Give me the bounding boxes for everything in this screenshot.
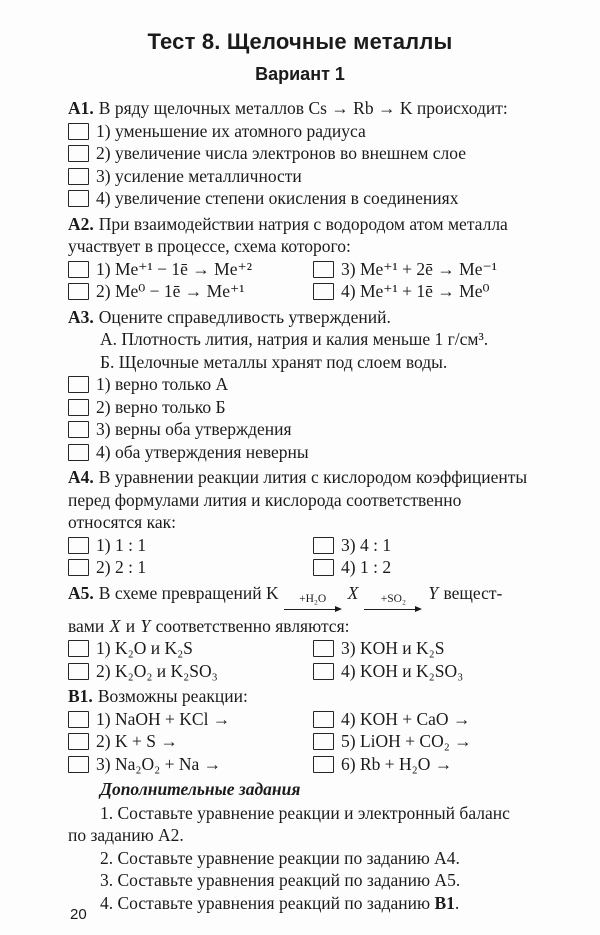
answer-checkbox[interactable]	[313, 711, 334, 728]
additional-task-text: 4. Составьте уравнения реакций по заданию	[100, 892, 435, 913]
answer-option	[313, 660, 532, 683]
answer-option	[313, 258, 532, 281]
answer-checkbox[interactable]	[68, 640, 89, 657]
answer-option	[68, 441, 532, 464]
option-label: 2) 2 : 1	[96, 557, 147, 577]
question-stem	[68, 466, 532, 534]
answer-option	[68, 556, 313, 579]
option-label: 1) Me⁺¹ − 1ē → Me⁺²	[96, 258, 252, 279]
arrow-reagent-label: +SO₂	[380, 592, 406, 605]
answer-option	[68, 187, 532, 210]
additional-task-ref: В1	[434, 892, 455, 913]
substance-x: X	[109, 615, 121, 636]
answer-checkbox[interactable]	[68, 145, 89, 162]
options-grid	[68, 534, 532, 579]
question-a5	[68, 582, 532, 683]
additional-tasks	[68, 778, 532, 914]
question-text: В схеме превращений K	[98, 582, 279, 603]
answer-checkbox[interactable]	[68, 190, 89, 207]
additional-task: 2. Составьте уравнение реакции по заданию А4.	[100, 847, 460, 868]
answer-option	[313, 637, 532, 660]
question-text: веществами	[68, 582, 503, 636]
answer-checkbox[interactable]	[313, 283, 334, 300]
answer-option	[68, 534, 313, 557]
answer-checkbox[interactable]	[313, 733, 334, 750]
option-label: 5) LiOH + CO₂ →	[341, 731, 472, 751]
answer-option	[68, 418, 532, 441]
question-label: В1.	[68, 686, 93, 706]
answer-checkbox[interactable]	[68, 444, 89, 461]
option-label: 2) K + S →	[96, 731, 178, 751]
answer-option	[68, 258, 313, 281]
option-label: 4) Me⁺¹ + 1ē → Me⁰	[341, 281, 490, 301]
question-stem	[68, 213, 532, 258]
answer-option	[68, 708, 313, 731]
answer-option	[313, 730, 532, 753]
question-a4	[68, 466, 532, 579]
question-text: Возможны реакции:	[97, 686, 248, 706]
answer-checkbox[interactable]	[68, 421, 89, 438]
additional-task: 1. Составьте уравнение реакции и электронный баланс по заданию А2.	[68, 802, 510, 845]
option-label: 3) Me⁺¹ + 2ē → Me⁻¹	[341, 258, 497, 279]
question-stem	[68, 97, 532, 120]
answer-checkbox[interactable]	[68, 756, 89, 773]
answer-checkbox[interactable]	[313, 537, 334, 554]
page-title: Тест 8. Щелочные металлы	[147, 29, 453, 54]
answer-checkbox[interactable]	[68, 399, 89, 416]
answer-checkbox[interactable]	[68, 559, 89, 576]
question-a1	[68, 97, 532, 210]
option-label: 1) уменьшение их атомного радиуса	[96, 120, 366, 141]
additional-task	[68, 892, 532, 915]
option-label: 4) 1 : 2	[341, 557, 392, 577]
question-label: А3.	[68, 306, 94, 327]
options-grid	[68, 258, 532, 303]
question-a2	[68, 213, 532, 303]
question-text: соответственно являются:	[151, 615, 350, 636]
answer-checkbox[interactable]	[68, 123, 89, 140]
answer-option	[313, 556, 532, 579]
answer-option	[313, 708, 532, 731]
question-text: В ряду щелочных металлов Cs → Rb → K происходит:	[98, 98, 508, 118]
question-text: В уравнении реакции лития с кислородом коэффициенты перед формулами лития и кислорода соответственно относятся как:	[68, 467, 528, 532]
question-text: При взаимодействии натрия с водородом атом металла участвует в процессе, схема которого:	[68, 213, 508, 256]
question-label: А5.	[68, 582, 94, 603]
answer-option	[68, 637, 313, 660]
answer-checkbox[interactable]	[313, 663, 334, 680]
option-label: 1) 1 : 1	[96, 534, 147, 555]
question-stem	[68, 306, 532, 329]
answer-checkbox[interactable]	[313, 261, 334, 278]
substance-y: Y	[140, 615, 151, 636]
answer-option	[68, 730, 313, 753]
option-label: 2) увеличение числа электронов во внешнем слое	[96, 143, 467, 163]
answer-checkbox[interactable]	[68, 733, 89, 750]
answer-option	[68, 165, 532, 188]
answer-option	[68, 373, 532, 396]
answer-option	[68, 660, 313, 683]
arrow-reagent-label: +H₂O	[299, 592, 327, 605]
option-label: 4) увеличение степени окисления в соединениях	[96, 188, 459, 208]
question-label: А2.	[68, 213, 94, 234]
option-label: 3) 4 : 1	[341, 534, 392, 555]
additional-task-text: .	[454, 892, 460, 913]
answer-checkbox[interactable]	[68, 376, 89, 393]
substance-x: X	[347, 582, 359, 603]
option-label: 6) Rb + H₂O →	[341, 753, 453, 774]
answer-option	[313, 280, 532, 303]
option-label: 1) NaOH + KCl →	[96, 708, 231, 729]
answer-option	[313, 753, 532, 776]
option-label: 3) усиление металличности	[96, 165, 302, 186]
question-text: Оцените справедливость утверждений.	[98, 306, 391, 327]
question-text: и	[121, 615, 140, 636]
question-a3	[68, 306, 532, 464]
answer-checkbox[interactable]	[68, 537, 89, 554]
answer-checkbox[interactable]	[68, 663, 89, 680]
option-label: 2) Me⁰ − 1ē → Me⁺¹	[96, 281, 245, 301]
option-label: 3) Na₂O₂ + Na →	[96, 753, 222, 774]
question-stem	[68, 685, 532, 708]
options-grid	[68, 708, 532, 776]
question-b1	[68, 685, 532, 775]
question-label: А4.	[68, 467, 94, 487]
option-label: 4) KOH + CaO →	[341, 708, 471, 729]
additional-tasks-heading: Дополнительные задания	[100, 779, 301, 799]
option-label: 1) верно только А	[96, 374, 229, 394]
answer-checkbox[interactable]	[68, 283, 89, 300]
option-label: 4) KOH и K₂SO₃	[341, 660, 464, 681]
substance-y: Y	[428, 582, 439, 603]
answer-checkbox[interactable]	[68, 168, 89, 185]
answer-option	[68, 280, 313, 303]
question-label: А1.	[68, 98, 94, 118]
option-label: 4) оба утверждения неверны	[96, 441, 309, 462]
answer-option	[313, 534, 532, 557]
test-page	[68, 29, 532, 923]
variant-title: Вариант 1	[255, 64, 345, 84]
options-grid	[68, 637, 532, 682]
answer-option	[68, 120, 532, 143]
additional-task: 3. Составьте уравнения реакций по заданию А5.	[100, 870, 461, 890]
statement-b: Б. Щелочные металлы хранят под слоем воды.	[100, 351, 448, 372]
option-label: 1) K₂O и K₂S	[96, 638, 193, 658]
reaction-arrow-icon	[284, 594, 342, 615]
answer-checkbox[interactable]	[313, 756, 334, 773]
question-stem	[68, 582, 532, 638]
answer-option	[68, 396, 532, 419]
option-label: 2) верно только Б	[96, 396, 226, 417]
option-label: 3) верны оба утверждения	[96, 419, 292, 439]
answer-checkbox[interactable]	[68, 711, 89, 728]
answer-checkbox[interactable]	[313, 559, 334, 576]
option-label: 3) KOH и K₂S	[341, 638, 445, 658]
answer-option	[68, 753, 313, 776]
answer-checkbox[interactable]	[313, 640, 334, 657]
answer-option	[68, 142, 532, 165]
option-label: 2) K₂O₂ и K₂SO₃	[96, 660, 218, 681]
reaction-arrow-icon	[364, 594, 422, 615]
answer-checkbox[interactable]	[68, 261, 89, 278]
statement-a: А. Плотность лития, натрия и калия меньше 1 г/см³.	[100, 329, 489, 349]
page-number: 20	[70, 905, 87, 923]
